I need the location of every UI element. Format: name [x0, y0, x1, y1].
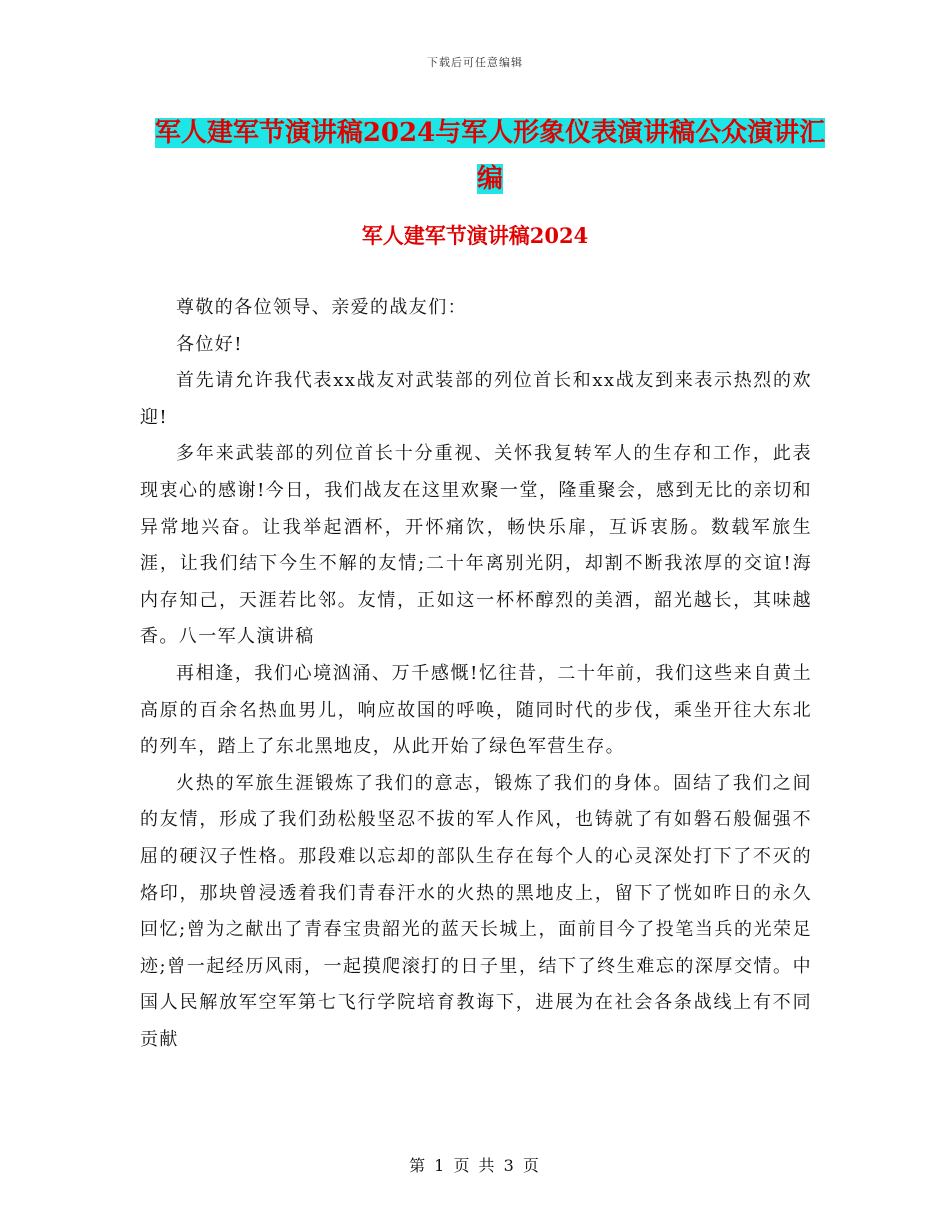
paragraph: 再相逢，我们心境汹涌、万千感慨!忆往昔，二十年前，我们这些来自黄土高原的百余名热血男儿，响应故国的呼唤，随同时代的步伐，乘坐开往大东北的列车，踏上了东北黑地皮，从此开始了绿色军营生存。 — [140, 662, 812, 758]
header-note: 下载后可任意编辑 — [427, 56, 523, 69]
paragraph: 火热的军旅生涯锻炼了我们的意志，锻炼了我们的身体。固结了我们之间的友情，形成了我们劲松般坚忍不拔的军人作风，也铸就了有如磐石般倔强不屈的硬汉子性格。那段难以忘却的部队生存在每个人的心灵深处打下了不灭的烙印，那块曾浸透着我们青春汗水的火热的黑地皮上，留下了恍如昨日的永久回忆;曾为之献出了青春宝贵韶光的蓝天长城上，面前目今了投笔当兵的光荣足迹;曾一起经历风雨，一起摸爬滚打的日子里，结下了终生难忘的深厚交情。中国人民解放军空军第七飞行学院培育教诲下，进展为在社会各条战线上有不同贡献 — [140, 772, 812, 1050]
section-title: 军人建军节演讲稿2024 — [361, 223, 589, 248]
document-body — [140, 290, 812, 1058]
paragraph: 多年来武装部的列位首长十分重视、关怀我复转军人的生存和工作，此表现衷心的感谢!今日，我们战友在这里欢聚一堂，隆重聚会，感到无比的亲切和异常地兴奋。让我举起酒杯，开怀痛饮，畅快乐扉，互诉衷肠。数载军旅生涯，让我们结下今生不解的友情;二十年离别光阴，却割不断我浓厚的交谊!海内存知己，天涯若比邻。友情，正如这一杯杯醇烈的美酒，韶光越长，其味越香。八一军人演讲稿 — [140, 443, 812, 648]
document-title — [150, 110, 830, 202]
paragraph: 尊敬的各位领导、亲爱的战友们： — [176, 297, 467, 318]
page-footer: 第 1 页 共 3 页 — [409, 1156, 541, 1175]
paragraph: 各位好! — [176, 333, 243, 355]
paragraph: 首先请允许我代表xx战友对武装部的列位首长和xx战友到来表示热烈的欢迎! — [140, 370, 812, 428]
document-title-text: 军人建军节演讲稿2024与军人形象仪表演讲稿公众演讲汇编 — [154, 118, 826, 194]
